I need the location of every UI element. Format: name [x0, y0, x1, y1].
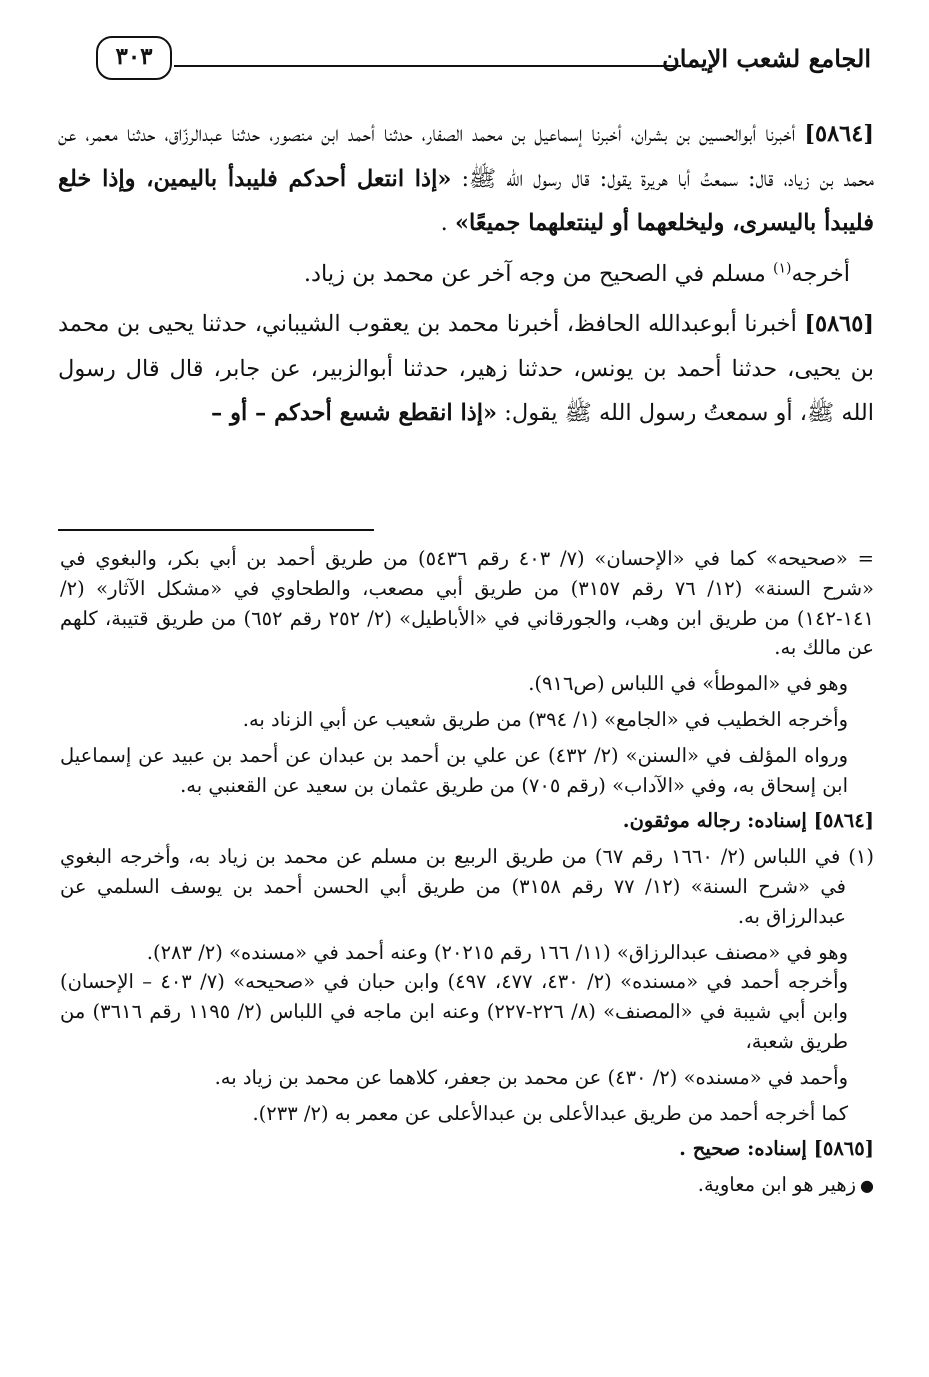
footnote-separator: [58, 529, 374, 531]
footnote-paragraph: وهو في «الموطأ» في اللباس (ص٩١٦).: [528, 672, 848, 696]
footnote-1: (١) في اللباس (٢/ ١٦٦٠ رقم ٦٧) من طريق الربيع بن مسلم عن محمد بن زياد به، وأخرجه البغوي في «شرح السنة» (١٢/ ٧٧ رقم ٣١٥٨) من طريق أبي الحسن أحمد بن يوسف السلمي عن عبدالرزاق به.: [60, 845, 874, 928]
page-header: [96, 34, 871, 84]
hadith-number: [٥٨٦٤]: [804, 121, 874, 147]
takhrij-line: [58, 252, 874, 297]
footnote-paragraph: وأخرجه أحمد في «مسنده» (٢/ ٤٣٠، ٤٧٧، ٤٩٧) وابن حبان في «صحيحه» (٧/ ٤٠٣ – الإحسان) وابن أبي شيبة في «المصنف» (٨/ ٢٢٦-٢٢٧) وعنه ابن ماجه في اللباس (٢/ ١١٩٥ رقم ٣٦١٦) من طريق شعبة،: [60, 970, 848, 1053]
running-title: الجامع لشعب الإيمان: [662, 44, 871, 73]
isnad-text: أخبرنا أبوعبدالله الحافظ، أخبرنا محمد بن يعقوب الشيباني، حدثنا يحيى بن محمد بن يحيى، حدثنا أحمد بن يونس، حدثنا زهير، حدثنا أبوالزبير، عن جابر، قال قال رسول الله ﷺ، أو سمعتُ رسول الله ﷺ يقول:: [58, 311, 874, 426]
footnotes: [60, 544, 874, 1201]
footnote-ref: (١): [772, 260, 792, 276]
hadith-number: [٥٨٦٥]: [804, 311, 875, 337]
footnote-paragraph: ورواه المؤلف في «السنن» (٢/ ٤٣٢) عن علي بن أحمد بن عبدان عن أحمد بن عبيد عن إسماعيل ابن إسحاق به، وفي «الآداب» (رقم ٧٠٥) من طريق عثمان بن سعيد عن القعنبي به.: [60, 743, 848, 797]
takhrij-text: مسلم في الصحيح من وجه آخر عن محمد بن زياد.: [303, 260, 773, 287]
hadith-quote: «إذا انتعل أحدكم فليبدأ باليمين، وإذا خلع فليبدأ باليسرى، وليخلعهما أو لينتعلهما جميعًا»: [58, 165, 874, 236]
main-text: [58, 112, 874, 436]
takhrij-word: أخرجه: [791, 260, 850, 287]
footnote-paragraph: = «صحيحه» كما في «الإحسان» (٧/ ٤٠٣ رقم ٥٤٣٦) من طريق أحمد بن أبي بكر، والبغوي في «شرح السنة» (١٢/ ٧٦ رقم ٣١٥٧) من طريق أبي مصعب، والطحاوي في «مشكل الآثار» (٢/ ١٤١-١٤٢) من طريق ابن وهب، والجورقاني في «الأباطيل» (٢/ ٢٥٢ رقم ٦٥٢) من طريق قتيبة، كلهم عن مالك به.: [60, 547, 874, 660]
isnad-text: أخبرنا أبوالحسين بن بشران، أخبرنا إسماعيل بن محمد الصفار، حدثنا أحمد ابن منصور، حدثنا عبدالرزّاق، حدثنا معمر، عن محمد بن زياد، قال: سمعتُ أبا هريرة يقول: قال رسول الله ﷺ:: [58, 121, 875, 192]
footnote-paragraph: كما أخرجه أحمد من طريق عبدالأعلى بن عبدالأعلى عن معمر به (٢/ ٢٣٣).: [252, 1101, 848, 1125]
hadith-5864: [58, 112, 874, 246]
footnote-paragraph: وهو في «مصنف عبدالرزاق» (١١/ ١٦٦ رقم ٢٠٢١٥) وعنه أحمد في «مسنده» (٢/ ٢٨٣).: [146, 940, 848, 964]
footnote-grading: [٥٨٦٥] إسناده: صحيح .: [679, 1137, 874, 1161]
footnote-note-text: زهير هو ابن معاوية.: [697, 1173, 857, 1197]
hadith-end: .: [440, 210, 455, 236]
hadith-quote: «إذا انقطع شسع أحدكم – أو –: [211, 400, 498, 426]
footnote-note: [60, 1170, 874, 1201]
bullet-icon: ●: [860, 1176, 874, 1196]
footnote-paragraph: وأحمد في «مسنده» (٢/ ٤٣٠) عن محمد بن جعفر، كلاهما عن محمد بن زياد به.: [214, 1065, 848, 1089]
page-number: ٣٠٣: [96, 36, 172, 80]
header-rule: [174, 65, 681, 67]
hadith-5865: [58, 302, 874, 436]
footnote-grading: [٥٨٦٤] إسناده: رجاله موثقون.: [622, 809, 874, 833]
footnote-paragraph: وأخرجه الخطيب في «الجامع» (١/ ٣٩٤) من طريق شعيب عن أبي الزناد به.: [242, 707, 848, 731]
